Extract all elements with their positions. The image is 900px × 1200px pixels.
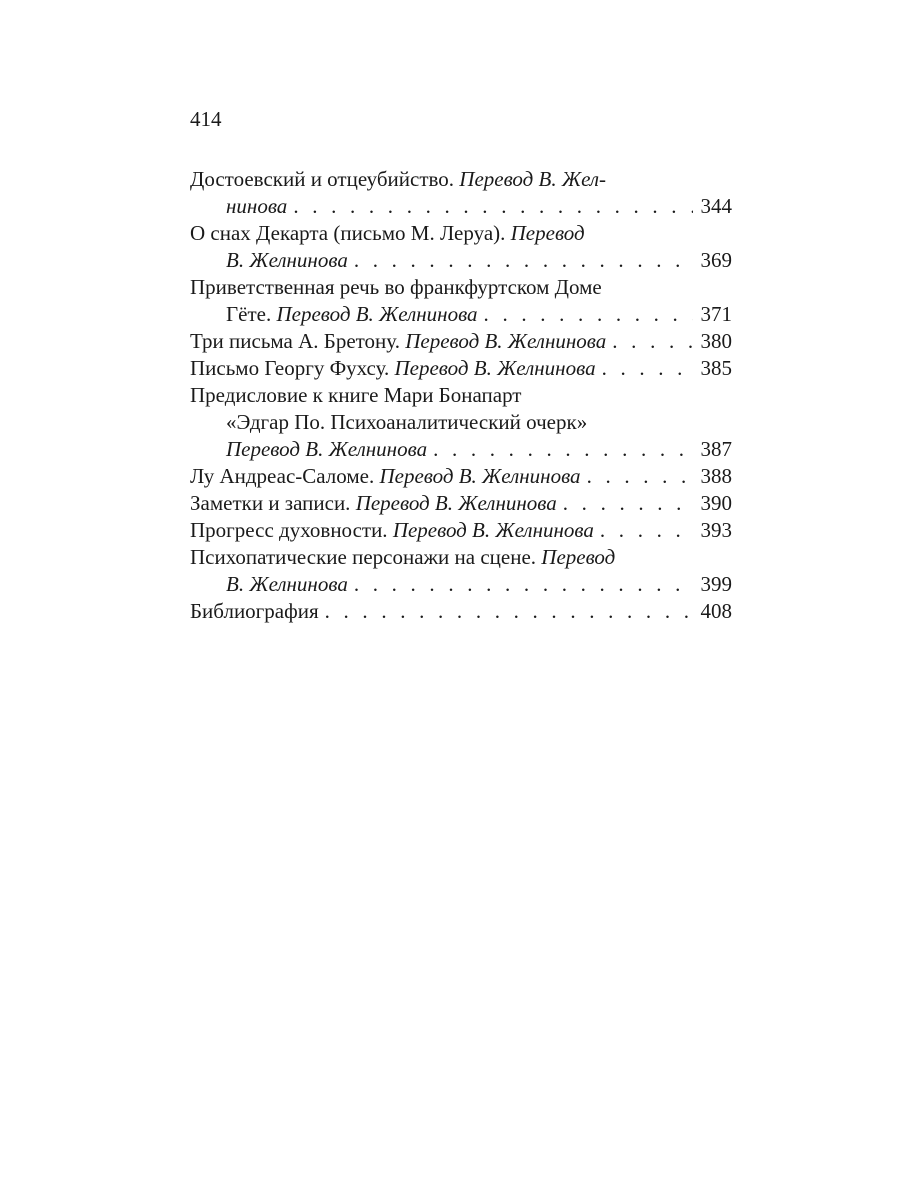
toc-entry-text	[226, 301, 478, 328]
entry-page-number: 399	[700, 572, 732, 596]
dot-leader	[606, 328, 692, 355]
toc-entry-line	[190, 598, 732, 625]
toc-entry-text	[190, 517, 594, 544]
entry-page-number: 387	[700, 437, 732, 461]
toc-entry-text	[190, 544, 615, 571]
toc-entry-line	[190, 247, 732, 274]
toc-entry-text	[190, 166, 606, 193]
toc-entry-line	[190, 274, 732, 301]
entry-translator: Перевод В. Желнинова	[226, 437, 428, 461]
toc-entry-line	[190, 544, 732, 571]
toc-entry-text	[190, 355, 596, 382]
entry-title: Три письма А. Бретону.	[190, 329, 406, 353]
entry-translator: В. Желнинова	[226, 572, 348, 596]
dot-leader	[427, 436, 692, 463]
entry-title: «Эдгар По. Психоаналитический очерк»	[226, 410, 588, 434]
entry-title: Предисловие к книге Мари Бонапарт	[190, 383, 522, 407]
entry-page-number: 393	[700, 518, 732, 542]
page-number: 414	[190, 107, 222, 131]
toc-entry-line	[190, 517, 732, 544]
toc-entry-text	[190, 463, 581, 490]
entry-translator: Перевод В. Желнинова	[379, 464, 581, 488]
toc-entry-text	[190, 328, 606, 355]
table-of-contents	[190, 166, 732, 625]
toc-entry	[190, 274, 732, 328]
toc-entry-line	[190, 571, 732, 598]
toc-entry-line	[190, 193, 732, 220]
toc-entry-line	[190, 166, 732, 193]
entry-title: Прогресс духовности.	[190, 518, 393, 542]
toc-entry-line	[190, 463, 732, 490]
entry-translator: В. Желнинова	[226, 248, 348, 272]
dot-leader	[581, 463, 693, 490]
toc-entry-line	[190, 409, 732, 436]
dot-leader	[594, 517, 693, 544]
toc-entry	[190, 328, 732, 355]
entry-title: О снах Декарта (письмо М. Леруа).	[190, 221, 511, 245]
entry-page-number: 408	[700, 599, 732, 623]
entry-page-number: 344	[700, 194, 732, 218]
entry-page-number: 380	[700, 329, 732, 353]
dot-leader	[348, 571, 693, 598]
toc-entry	[190, 220, 732, 274]
entry-title: Достоевский и отцеубийство.	[190, 167, 460, 191]
toc-entry-line	[190, 490, 732, 517]
toc-entry	[190, 463, 732, 490]
toc-entry	[190, 166, 732, 220]
entry-translator: нинова	[226, 194, 288, 218]
toc-entry	[190, 382, 732, 463]
toc-entry-text	[190, 490, 557, 517]
toc-entry-line	[190, 301, 732, 328]
entry-title: Письмо Георгу Фухсу.	[190, 356, 395, 380]
entry-page-number: 385	[700, 356, 732, 380]
toc-entry-line	[190, 220, 732, 247]
entry-page-number: 388	[700, 464, 732, 488]
dot-leader	[287, 193, 692, 220]
entry-translator: Перевод В. Желнинова	[276, 302, 478, 326]
entry-translator: Перевод В. Желнинова	[394, 356, 596, 380]
toc-entry	[190, 598, 732, 625]
entry-translator: Перевод В. Желнинова	[392, 518, 594, 542]
entry-title: Приветственная речь во франкфуртском Доме	[190, 275, 602, 299]
dot-leader	[478, 301, 693, 328]
toc-entry	[190, 490, 732, 517]
entry-title: Психопатические персонажи на сцене.	[190, 545, 542, 569]
toc-entry-line	[190, 436, 732, 463]
entry-title: Гёте.	[226, 302, 277, 326]
toc-entry	[190, 544, 732, 598]
entry-title: Библиография	[190, 599, 319, 623]
entry-page-number: 371	[700, 302, 732, 326]
entry-page-number: 390	[700, 491, 732, 515]
entry-translator: Перевод	[541, 545, 616, 569]
entry-translator: Перевод В. Желнинова	[405, 329, 607, 353]
toc-entry-line	[190, 382, 732, 409]
dot-leader	[596, 355, 693, 382]
entry-translator: Перевод В. Желнинова	[355, 491, 557, 515]
toc-entry	[190, 517, 732, 544]
entry-title: Лу Андреас-Саломе.	[190, 464, 380, 488]
entry-translator: Перевод	[510, 221, 585, 245]
toc-entry	[190, 355, 732, 382]
dot-leader	[557, 490, 693, 517]
toc-entry-line	[190, 328, 732, 355]
toc-entry-text	[190, 220, 585, 247]
entry-title: Заметки и записи.	[190, 491, 356, 515]
toc-entry-line	[190, 355, 732, 382]
entry-translator: Перевод В. Жел-	[459, 167, 607, 191]
dot-leader	[348, 247, 693, 274]
entry-page-number: 369	[700, 248, 732, 272]
dot-leader	[319, 598, 693, 625]
